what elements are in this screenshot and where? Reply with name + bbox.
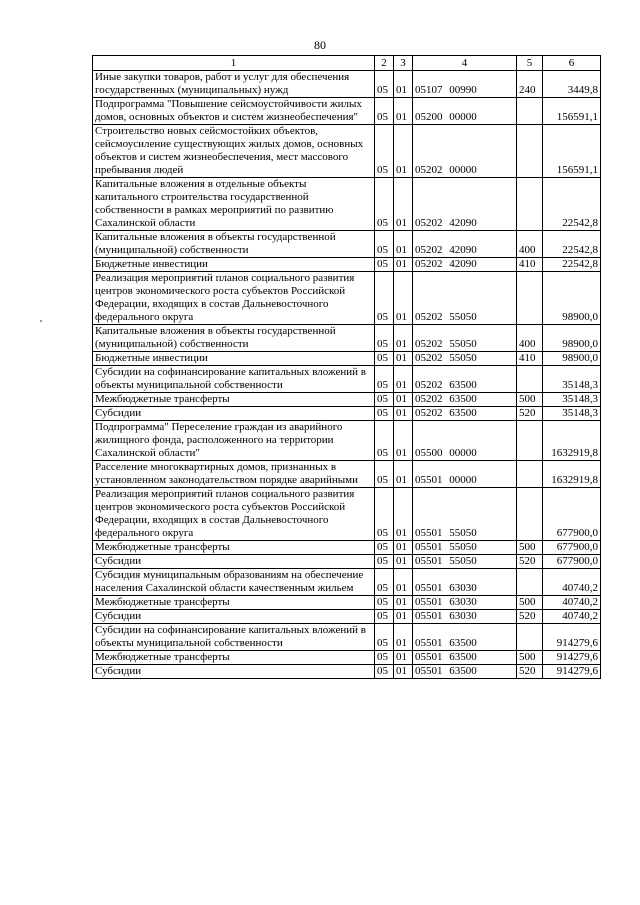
row-name: Межбюджетные трансферты: [93, 393, 375, 407]
row-expense-type: [517, 125, 543, 178]
row-expense-type: [517, 488, 543, 541]
budget-table: [92, 55, 601, 679]
row-section: 05: [375, 569, 394, 596]
row-subsection: 01: [394, 569, 413, 596]
table-row: [93, 407, 601, 421]
row-expense-type: 400: [517, 231, 543, 258]
row-amount: 156591,1: [543, 98, 601, 125]
row-subsection: 01: [394, 272, 413, 325]
row-target-article: 05501 63500: [413, 651, 517, 665]
row-expense-type: 240: [517, 71, 543, 98]
table-row: [93, 461, 601, 488]
row-target-article: 05202 42090: [413, 231, 517, 258]
row-amount: 677900,0: [543, 488, 601, 541]
row-section: 05: [375, 461, 394, 488]
row-target-article: 05501 55050: [413, 541, 517, 555]
table-row: [93, 541, 601, 555]
row-target-article: 05501 63500: [413, 665, 517, 679]
row-section: 05: [375, 393, 394, 407]
row-section: 05: [375, 231, 394, 258]
row-expense-type: [517, 178, 543, 231]
row-expense-type: 410: [517, 352, 543, 366]
row-amount: 914279,6: [543, 665, 601, 679]
row-amount: 35148,3: [543, 393, 601, 407]
row-subsection: 01: [394, 393, 413, 407]
row-amount: 677900,0: [543, 555, 601, 569]
row-target-article: 05200 00000: [413, 98, 517, 125]
table-row: [93, 624, 601, 651]
row-subsection: 01: [394, 258, 413, 272]
row-section: 05: [375, 125, 394, 178]
table-row: [93, 98, 601, 125]
row-name: Подпрограмма "Повышение сейсмоустойчивости жилых домов, основных объектов и систем жизнеобеспечения": [93, 98, 375, 125]
row-expense-type: 520: [517, 407, 543, 421]
row-name: Капитальные вложения в объекты государственной (муниципальной) собственности: [93, 231, 375, 258]
row-amount: 40740,2: [543, 569, 601, 596]
row-amount: 1632919,8: [543, 461, 601, 488]
table-row: [93, 421, 601, 461]
row-amount: 40740,2: [543, 596, 601, 610]
row-name: Межбюджетные трансферты: [93, 651, 375, 665]
table-row: [93, 555, 601, 569]
row-subsection: 01: [394, 624, 413, 651]
row-section: 05: [375, 325, 394, 352]
row-name: Капитальные вложения в отдельные объекты капитального строительства государственной собственности в рамках мероприятий по развитию Сахалинской области: [93, 178, 375, 231]
row-subsection: 01: [394, 651, 413, 665]
header-cell-5: 5: [517, 56, 543, 71]
row-target-article: 05501 55050: [413, 555, 517, 569]
table-row: [93, 596, 601, 610]
row-name: Субсидии на софинансирование капитальных вложений в объекты муниципальной собственности: [93, 624, 375, 651]
table-row: [93, 665, 601, 679]
row-expense-type: 500: [517, 541, 543, 555]
row-name: Расселение многоквартирных домов, признанных в установленном законодательством порядке аварийными: [93, 461, 375, 488]
row-subsection: 01: [394, 461, 413, 488]
table-row: [93, 488, 601, 541]
table-row: [93, 569, 601, 596]
row-target-article: 05501 55050: [413, 488, 517, 541]
row-section: 05: [375, 366, 394, 393]
row-amount: 914279,6: [543, 651, 601, 665]
row-target-article: 05202 55050: [413, 325, 517, 352]
row-section: 05: [375, 98, 394, 125]
row-section: 05: [375, 258, 394, 272]
row-subsection: 01: [394, 178, 413, 231]
row-name: Субсидии: [93, 665, 375, 679]
row-subsection: 01: [394, 610, 413, 624]
row-subsection: 01: [394, 407, 413, 421]
row-section: 05: [375, 596, 394, 610]
row-target-article: 05202 42090: [413, 178, 517, 231]
row-name: Межбюджетные трансферты: [93, 541, 375, 555]
row-subsection: 01: [394, 421, 413, 461]
row-amount: 3449,8: [543, 71, 601, 98]
row-name: Реализация мероприятий планов социального развития центров экономического роста субъектов Российской Федерации, входящих в состав Дальневосточного федерального округа: [93, 272, 375, 325]
row-amount: 98900,0: [543, 325, 601, 352]
row-name: Субсидии: [93, 610, 375, 624]
row-section: 05: [375, 421, 394, 461]
row-amount: 40740,2: [543, 610, 601, 624]
table-row: [93, 610, 601, 624]
row-target-article: 05501 63030: [413, 569, 517, 596]
row-subsection: 01: [394, 596, 413, 610]
row-target-article: 05107 00990: [413, 71, 517, 98]
row-expense-type: [517, 569, 543, 596]
row-name: Подпрограмма" Переселение граждан из аварийного жилищного фонда, расположенного на территории Сахалинской области": [93, 421, 375, 461]
row-expense-type: 520: [517, 555, 543, 569]
row-target-article: 05202 63500: [413, 366, 517, 393]
row-expense-type: 400: [517, 325, 543, 352]
row-subsection: 01: [394, 231, 413, 258]
page-number: 80: [314, 38, 326, 52]
row-amount: 98900,0: [543, 352, 601, 366]
row-name: Бюджетные инвестиции: [93, 352, 375, 366]
row-subsection: 01: [394, 98, 413, 125]
row-expense-type: 500: [517, 651, 543, 665]
row-section: 05: [375, 624, 394, 651]
row-subsection: 01: [394, 665, 413, 679]
row-target-article: 05202 55050: [413, 352, 517, 366]
row-amount: 22542,8: [543, 231, 601, 258]
row-subsection: 01: [394, 125, 413, 178]
header-row: [93, 56, 601, 71]
row-amount: 156591,1: [543, 125, 601, 178]
row-subsection: 01: [394, 352, 413, 366]
row-name: Строительство новых сейсмостойких объектов, сейсмоусиление существующих жилых домов, основных объектов и систем жизнеобеспечения, мест массового пребывания людей: [93, 125, 375, 178]
table-row: [93, 366, 601, 393]
header-cell-6: 6: [543, 56, 601, 71]
row-section: 05: [375, 541, 394, 555]
row-name: Субсидии на софинансирование капитальных вложений в объекты муниципальной собственности: [93, 366, 375, 393]
table-row: [93, 393, 601, 407]
row-subsection: 01: [394, 555, 413, 569]
row-section: 05: [375, 407, 394, 421]
row-target-article: 05500 00000: [413, 421, 517, 461]
row-target-article: 05202 00000: [413, 125, 517, 178]
row-expense-type: [517, 461, 543, 488]
table-row: [93, 352, 601, 366]
row-section: 05: [375, 651, 394, 665]
row-target-article: 05501 63030: [413, 596, 517, 610]
row-amount: 98900,0: [543, 272, 601, 325]
row-subsection: 01: [394, 71, 413, 98]
row-target-article: 05501 63030: [413, 610, 517, 624]
scan-speck: [40, 320, 42, 322]
row-name: Межбюджетные трансферты: [93, 596, 375, 610]
row-section: 05: [375, 272, 394, 325]
table-row: [93, 272, 601, 325]
row-name: Субсидии: [93, 407, 375, 421]
table-row: [93, 258, 601, 272]
row-subsection: 01: [394, 366, 413, 393]
row-section: 05: [375, 178, 394, 231]
row-amount: 35148,3: [543, 366, 601, 393]
row-target-article: 05202 63500: [413, 393, 517, 407]
row-amount: 1632919,8: [543, 421, 601, 461]
row-name: Субсидия муниципальным образованиям на обеспечение населения Сахалинской области качественным жильем: [93, 569, 375, 596]
row-section: 05: [375, 665, 394, 679]
row-expense-type: 500: [517, 596, 543, 610]
row-subsection: 01: [394, 541, 413, 555]
row-target-article: 05202 63500: [413, 407, 517, 421]
row-amount: 22542,8: [543, 258, 601, 272]
row-target-article: 05202 42090: [413, 258, 517, 272]
row-expense-type: [517, 421, 543, 461]
header-cell-2: 2: [375, 56, 394, 71]
table-row: [93, 178, 601, 231]
row-name: Капитальные вложения в объекты государственной (муниципальной) собственности: [93, 325, 375, 352]
row-expense-type: 520: [517, 610, 543, 624]
table-row: [93, 325, 601, 352]
row-amount: 35148,3: [543, 407, 601, 421]
row-expense-type: [517, 272, 543, 325]
budget-table-wrapper: [92, 55, 601, 679]
table-row: [93, 231, 601, 258]
row-amount: 677900,0: [543, 541, 601, 555]
row-expense-type: 500: [517, 393, 543, 407]
row-subsection: 01: [394, 325, 413, 352]
row-subsection: 01: [394, 488, 413, 541]
row-target-article: 05202 55050: [413, 272, 517, 325]
row-expense-type: 520: [517, 665, 543, 679]
row-section: 05: [375, 352, 394, 366]
header-cell-3: 3: [394, 56, 413, 71]
row-expense-type: 410: [517, 258, 543, 272]
row-section: 05: [375, 555, 394, 569]
row-section: 05: [375, 488, 394, 541]
table-row: [93, 651, 601, 665]
row-target-article: 05501 00000: [413, 461, 517, 488]
row-name: Бюджетные инвестиции: [93, 258, 375, 272]
row-expense-type: [517, 624, 543, 651]
row-name: Иные закупки товаров, работ и услуг для обеспечения государственных (муниципальных) нужд: [93, 71, 375, 98]
header-cell-1: 1: [93, 56, 375, 71]
row-expense-type: [517, 98, 543, 125]
table-row: [93, 125, 601, 178]
row-name: Реализация мероприятий планов социального развития центров экономического роста субъектов Российской Федерации, входящих в состав Дальневосточного федерального округа: [93, 488, 375, 541]
row-amount: 22542,8: [543, 178, 601, 231]
header-cell-4: 4: [413, 56, 517, 71]
row-amount: 914279,6: [543, 624, 601, 651]
table-row: [93, 71, 601, 98]
row-section: 05: [375, 610, 394, 624]
row-name: Субсидии: [93, 555, 375, 569]
row-target-article: 05501 63500: [413, 624, 517, 651]
row-expense-type: [517, 366, 543, 393]
row-section: 05: [375, 71, 394, 98]
